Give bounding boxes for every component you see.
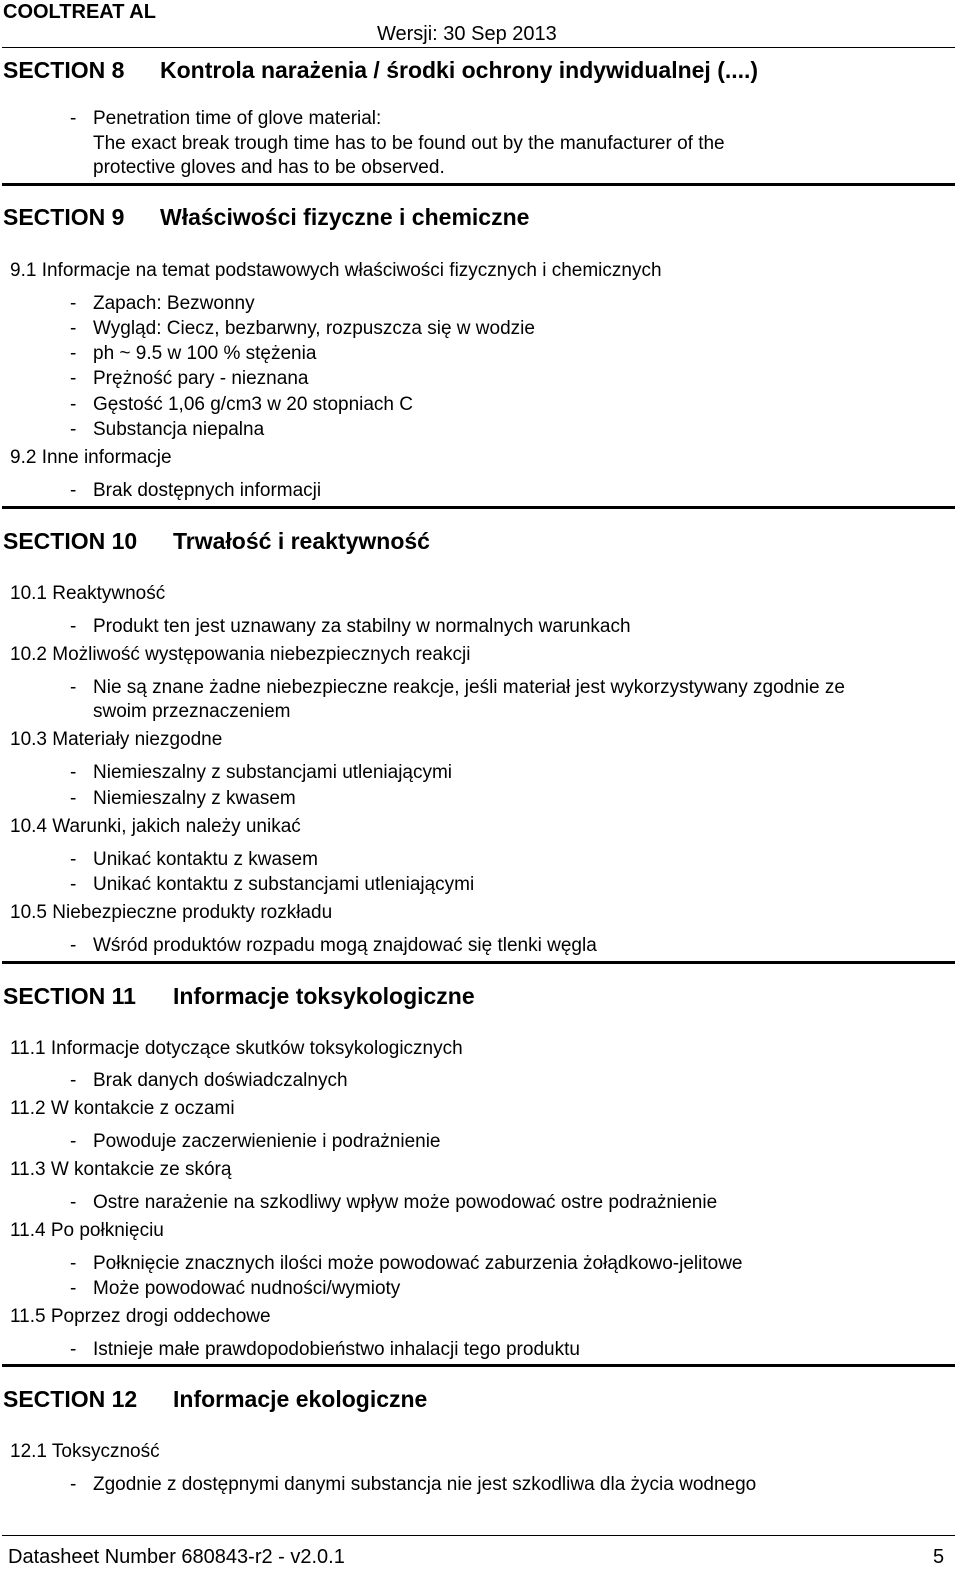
bullet-dash: -	[70, 394, 77, 415]
bullet-dash: -	[70, 849, 77, 870]
subsection-heading: 10.5 Niebezpieczne produkty rozkładu	[10, 902, 333, 923]
list-item: - Połknięcie znacznych ilości może powodować zaburzenia żołądkowo-jelitowe	[70, 1253, 743, 1274]
section-number: SECTION 10	[3, 528, 138, 554]
bullet-dash: -	[70, 1278, 77, 1299]
bullet-dash: -	[70, 1339, 77, 1360]
bullet-dash: -	[70, 935, 77, 956]
bullet-dash: -	[70, 788, 77, 809]
section-rule	[2, 1364, 955, 1367]
list-item: - Zapach: Bezwonny	[70, 293, 255, 314]
list-item: - Zgodnie z dostępnymi danymi substancja nie jest szkodliwa dla życia wodnego	[70, 1474, 757, 1495]
subsection-heading: 11.5 Poprzez drogi oddechowe	[10, 1306, 271, 1327]
section-rule	[2, 961, 955, 964]
section-number: SECTION 8	[3, 57, 125, 83]
list-item: - Niemieszalny z kwasem	[70, 788, 296, 809]
header-rule	[2, 47, 955, 48]
subsection-heading: 12.1 Toksyczność	[10, 1441, 160, 1462]
list-item: - ph ~ 9.5 w 100 % stężenia	[70, 343, 317, 364]
section-title: Kontrola narażenia / środki ochrony indywidualnej (....)	[160, 57, 759, 83]
bullet-dash: -	[70, 874, 77, 895]
subsection-heading: 11.3 W kontakcie ze skórą	[10, 1159, 232, 1180]
section-title: Właściwości fizyczne i chemiczne	[160, 204, 530, 230]
bullet-dash: -	[70, 419, 77, 440]
subsection-heading: 9.2 Inne informacje	[10, 447, 172, 468]
list-item: - Produkt ten jest uznawany za stabilny w normalnych warunkach	[70, 616, 631, 637]
list-item: - Brak danych doświadczalnych	[70, 1070, 348, 1091]
list-item: - Brak dostępnych informacji	[70, 480, 322, 501]
bullet-dash: -	[70, 616, 77, 637]
section-rule	[2, 183, 955, 186]
subsection-heading: 10.4 Warunki, jakich należy unikać	[10, 816, 301, 837]
list-item: - Może powodować nudności/wymioty	[70, 1278, 401, 1299]
section-title: Informacje toksykologiczne	[173, 983, 475, 1009]
list-item: - Wśród produktów rozpadu mogą znajdować się tlenki węgla	[70, 935, 597, 956]
subsection-heading: 10.3 Materiały niezgodne	[10, 729, 223, 750]
bullet-dash: -	[70, 108, 77, 129]
paragraph-line: swoim przeznaczeniem	[93, 701, 291, 722]
subsection-heading: 10.1 Reaktywność	[10, 583, 166, 604]
list-item: - Nie są znane żadne niebezpieczne reakcje, jeśli materiał jest wykorzystywany zgodnie ze	[70, 677, 845, 698]
page-number: 5	[933, 1546, 945, 1568]
section-title: Trwałość i reaktywność	[173, 528, 430, 554]
version-date: Wersji: 30 Sep 2013	[377, 23, 557, 45]
bullet-dash: -	[70, 1474, 77, 1495]
bullet-dash: -	[70, 1131, 77, 1152]
subsection-heading: 11.4 Po połknięciu	[10, 1220, 164, 1241]
subsection-heading: 11.2 W kontakcie z oczami	[10, 1098, 235, 1119]
list-item: - Substancja niepalna	[70, 419, 265, 440]
subsection-heading: 9.1 Informacje na temat podstawowych właściwości fizycznych i chemicznych	[10, 260, 662, 281]
bullet-dash: -	[70, 1253, 77, 1274]
list-item: - Powoduje zaczerwienienie i podrażnienie	[70, 1131, 441, 1152]
list-item: - Prężność pary - nieznana	[70, 368, 309, 389]
bullet-dash: -	[70, 293, 77, 314]
section-11-heading	[3, 983, 475, 1010]
section-rule	[2, 506, 955, 509]
list-item: - Unikać kontaktu z kwasem	[70, 849, 318, 870]
section-number: SECTION 9	[3, 204, 125, 230]
bullet-dash: -	[70, 1192, 77, 1213]
paragraph-line: The exact break trough time has to be found out by the manufacturer of the	[93, 133, 725, 154]
list-item: - Gęstość 1,06 g/cm3 w 20 stopniach C	[70, 394, 413, 415]
bullet-dash: -	[70, 677, 77, 698]
list-item: - Niemieszalny z substancjami utleniającymi	[70, 762, 453, 783]
bullet-dash: -	[70, 480, 77, 501]
section-8-heading	[3, 57, 758, 84]
section-9-heading	[3, 204, 529, 231]
bullet-dash: -	[70, 1070, 77, 1091]
list-item: - Ostre narażenie na szkodliwy wpływ może powodować ostre podrażnienie	[70, 1192, 718, 1213]
section-title: Informacje ekologiczne	[173, 1386, 428, 1412]
bullet-dash: -	[70, 368, 77, 389]
section-12-heading	[3, 1386, 427, 1413]
section-number: SECTION 12	[3, 1386, 138, 1412]
company-name: COOLTREAT AL	[3, 1, 156, 23]
section-number: SECTION 11	[3, 983, 136, 1009]
subsection-heading: 10.2 Możliwość występowania niebezpiecznych reakcji	[10, 644, 471, 665]
section-10-heading	[3, 528, 430, 555]
bullet-dash: -	[70, 343, 77, 364]
footer-rule	[2, 1535, 955, 1536]
list-item: - Wygląd: Ciecz, bezbarwny, rozpuszcza się w wodzie	[70, 318, 535, 339]
list-item: - Unikać kontaktu z substancjami utleniającymi	[70, 874, 475, 895]
bullet-dash: -	[70, 318, 77, 339]
subsection-heading: 11.1 Informacje dotyczące skutków toksykologicznych	[10, 1038, 463, 1059]
datasheet-number: Datasheet Number 680843-r2 - v2.0.1	[8, 1546, 345, 1568]
paragraph-line: protective gloves and has to be observed.	[93, 157, 445, 178]
bullet-dash: -	[70, 762, 77, 783]
list-item: - Penetration time of glove material:	[70, 108, 382, 129]
list-item: - Istnieje małe prawdopodobieństwo inhalacji tego produktu	[70, 1339, 580, 1360]
